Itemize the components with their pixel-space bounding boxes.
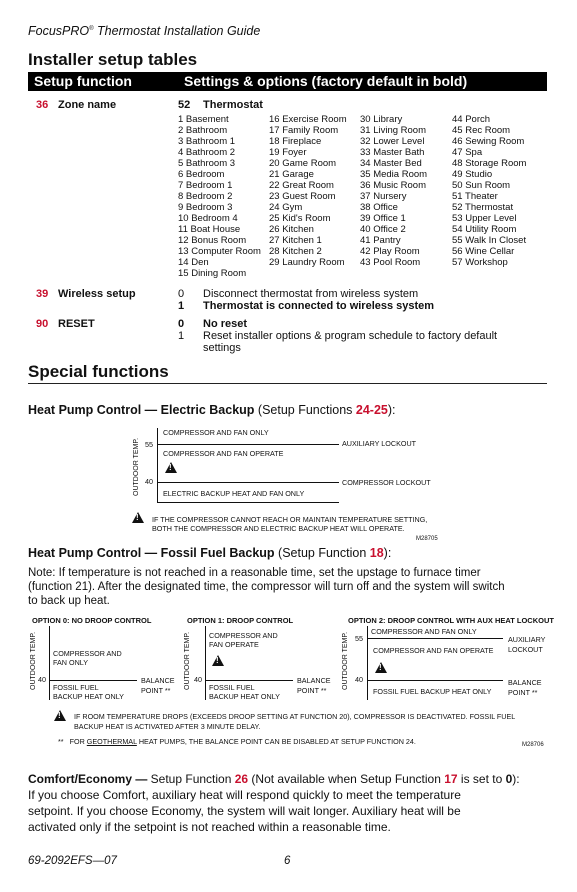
wireless-label: Wireless setup <box>58 288 136 300</box>
fossil-title-text: Heat Pump Control — Fossil Fuel Backup <box>28 546 275 560</box>
electric-t55: 55 <box>145 440 153 449</box>
zone-option: 30 Library <box>360 114 403 125</box>
electric-aux: AUXILIARY LOCKOUT <box>342 439 417 448</box>
comfort-fn2: 17 <box>444 772 458 786</box>
opt1-axis <box>205 626 206 700</box>
opt2-r3: FOSSIL FUEL BACKUP HEAT ONLY <box>373 687 492 696</box>
wireless-num: 39 <box>36 288 49 300</box>
zone-option: 27 Kitchen 1 <box>269 235 322 246</box>
comfort-line1 <box>28 771 520 787</box>
electric-title-text: Heat Pump Control — Electric Backup <box>28 403 255 417</box>
zone-option: 10 Bedroom 4 <box>178 213 238 224</box>
opt0-r2a: FOSSIL FUEL <box>53 683 99 692</box>
opt1-t40: 40 <box>194 675 202 684</box>
comfort-title: Comfort/Economy — <box>28 772 151 786</box>
zone-option: 29 Laundry Room <box>269 257 345 268</box>
zone-option: 23 Guest Room <box>269 191 336 202</box>
zone-option: 36 Music Room <box>360 180 426 191</box>
fossil-note-1: Note: If temperature is not reached in a reasonable time, set the upstage to furnace timer <box>28 567 481 579</box>
electric-line-bottom <box>157 502 339 503</box>
zone-option: 38 Office <box>360 202 398 213</box>
warning-icon <box>132 512 144 523</box>
fossil-warn1: IF ROOM TEMPERATURE DROPS (EXCEEDS DROOP SETTING AT FUNCTION 20), COMPRESSOR IS DEACTIVATED. FOSSIL FUEL <box>74 712 516 721</box>
fossil-note <box>28 566 505 608</box>
opt0-bal-a: BALANCE <box>141 676 175 685</box>
opt2-r1: COMPRESSOR AND FAN ONLY <box>371 627 477 636</box>
comfort-line4: activated only if the setpoint is not reached within a reasonable time. <box>28 820 391 834</box>
zone-option: 26 Kitchen <box>269 224 314 235</box>
zone-option: 35 Media Room <box>360 169 428 180</box>
zone-option: 9 Bedroom 3 <box>178 202 233 213</box>
zone-default-num: 52 <box>178 99 191 111</box>
opt2-line-55 <box>367 638 503 639</box>
registered-mark: ® <box>89 25 94 32</box>
page-header <box>28 24 260 38</box>
opt2-ylabel: OUTDOOR TEMP. <box>342 631 349 690</box>
reset-opt1-line1: Reset installer options & program schedule to factory default <box>203 330 498 342</box>
electric-paren-b: ): <box>387 403 396 417</box>
warning-icon <box>165 462 177 473</box>
electric-axis <box>157 428 158 502</box>
comfort-line3: setpoint. If you choose Economy, the system will wait longer. Auxiliary heat will be <box>28 804 461 818</box>
zone-option: 7 Bedroom 1 <box>178 180 233 191</box>
opt0-line-40 <box>49 680 137 681</box>
opt1-bal-a: BALANCE <box>297 676 331 685</box>
footnote-geothermal: GEOTHERMAL <box>86 737 137 746</box>
opt2-t55: 55 <box>355 634 363 643</box>
fossil-warn2: BACKUP HEAT IS ACTIVATED AFTER 3 MINUTE DELAY. <box>74 722 261 731</box>
zone-option: 48 Storage Room <box>452 158 527 169</box>
zone-option: 45 Rec Room <box>452 125 511 136</box>
comfort-b: (Not available when Setup Function <box>248 772 445 786</box>
fossil-code: M28706 <box>522 742 544 748</box>
opt0-r2b: BACKUP HEAT ONLY <box>53 692 124 701</box>
electric-warn2: BOTH THE COMPRESSOR AND ELECTRIC BACKUP HEAT WILL OPERATE. <box>152 524 405 533</box>
footnote-a: FOR <box>69 737 87 746</box>
footnote-b: HEAT PUMPS, THE BALANCE POINT CAN BE DISABLED AT SETUP FUNCTION 24. <box>136 737 416 746</box>
zone-option: 56 Wine Cellar <box>452 246 515 257</box>
header-brand: FocusPRO <box>28 24 90 38</box>
zone-option: 15 Dining Room <box>178 268 247 279</box>
zone-option: 12 Bonus Room <box>178 235 247 246</box>
electric-r3: ELECTRIC BACKUP HEAT AND FAN ONLY <box>163 489 305 498</box>
zone-option: 8 Bedroom 2 <box>178 191 233 202</box>
fossil-fn: 18 <box>369 546 384 560</box>
zone-option: 2 Bathroom <box>178 125 228 136</box>
zone-option: 52 Thermostat <box>452 202 514 213</box>
comfort-a: Setup Function <box>150 772 235 786</box>
warning-icon <box>212 655 224 666</box>
zone-option: 50 Sun Room <box>452 180 511 191</box>
special-rule <box>28 383 547 384</box>
zone-option: 3 Bathroom 1 <box>178 136 236 147</box>
opt1-ylabel: OUTDOOR TEMP. <box>184 631 191 690</box>
fossil-footnote <box>58 737 416 746</box>
zone-option: 46 Sewing Room <box>452 136 525 147</box>
opt2-aux-b: LOCKOUT <box>508 645 543 654</box>
electric-r1: COMPRESSOR AND FAN ONLY <box>163 428 269 437</box>
table-header-bar <box>28 72 547 91</box>
zone-option: 37 Nursery <box>360 191 407 202</box>
fossil-note-2: (function 21). After the designated time, the compressor will turn off and the system will switch <box>28 581 505 593</box>
zone-option: 40 Office 2 <box>360 224 406 235</box>
opt1-r1a: COMPRESSOR AND <box>209 631 278 640</box>
zone-option: 47 Spa <box>452 147 483 158</box>
zone-default-label: Thermostat <box>203 99 263 111</box>
fossil-paren-a: (Setup Function <box>274 546 370 560</box>
opt2-aux-a: AUXILIARY <box>508 635 546 644</box>
opt0-r1b: FAN ONLY <box>53 658 89 667</box>
footnote-stars: ** <box>58 737 64 746</box>
reset-opt0-num: 0 <box>178 318 185 330</box>
electric-fn: 24-25 <box>355 403 388 417</box>
installer-heading: Installer setup tables <box>28 50 198 69</box>
footer-page: 6 <box>284 855 291 867</box>
reset-num: 90 <box>36 318 49 330</box>
opt2-r2: COMPRESSOR AND FAN OPERATE <box>373 646 494 655</box>
comfort-zero: 0 <box>505 772 513 786</box>
zone-option: 24 Gym <box>269 202 303 213</box>
opt2-t40: 40 <box>355 675 363 684</box>
opt1-bal-b: POINT ** <box>297 686 327 695</box>
zone-option: 17 Family Room <box>269 125 339 136</box>
zone-option: 28 Kitchen 2 <box>269 246 322 257</box>
opt2-line-40 <box>367 680 503 681</box>
electric-warn1: IF THE COMPRESSOR CANNOT REACH OR MAINTAIN TEMPERATURE SETTING, <box>152 515 428 524</box>
comfort-fn: 26 <box>234 772 249 786</box>
zone-option: 39 Office 1 <box>360 213 406 224</box>
zone-option: 42 Play Room <box>360 246 420 257</box>
opt0-bal-b: POINT ** <box>141 686 171 695</box>
zone-option: 19 Foyer <box>269 147 307 158</box>
comfort-section <box>28 771 520 835</box>
warning-icon <box>375 662 387 673</box>
zone-option: 1 Basement <box>178 114 229 125</box>
warning-icon <box>54 710 66 721</box>
electric-line-55 <box>157 444 339 445</box>
zone-option: 14 Den <box>178 257 209 268</box>
electric-paren-a: (Setup Functions <box>254 403 356 417</box>
opt2-bal-b: POINT ** <box>508 688 538 697</box>
zone-option: 34 Master Bed <box>360 158 422 169</box>
zone-option: 13 Computer Room <box>178 246 261 257</box>
zone-option: 54 Utility Room <box>452 224 517 235</box>
electric-comp: COMPRESSOR LOCKOUT <box>342 478 431 487</box>
zone-option: 43 Pool Room <box>360 257 421 268</box>
electric-ylabel: OUTDOOR TEMP. <box>133 437 140 496</box>
electric-line-40 <box>157 482 339 483</box>
zone-option: 41 Pantry <box>360 235 401 246</box>
zone-option: 20 Game Room <box>269 158 337 169</box>
col-setup-function: Setup function <box>34 73 132 89</box>
opt1-r2a: FOSSIL FUEL <box>209 683 255 692</box>
opt1-r1b: FAN OPERATE <box>209 640 259 649</box>
wireless-opt1: Thermostat is connected to wireless system <box>203 300 435 312</box>
opt0-title: OPTION 0: NO DROOP CONTROL <box>32 616 152 625</box>
zone-option: 55 Walk In Closet <box>452 235 527 246</box>
zone-option: 16 Exercise Room <box>269 114 347 125</box>
zone-option: 53 Upper Level <box>452 213 517 224</box>
zone-option: 11 Boat House <box>178 224 241 235</box>
zone-label: Zone name <box>58 99 117 111</box>
comfort-c: is set to <box>457 772 506 786</box>
wireless-opt0: Disconnect thermostat from wireless system <box>203 288 419 300</box>
electric-title <box>28 403 396 417</box>
opt2-title: OPTION 2: DROOP CONTROL WITH AUX HEAT LOCKOUT <box>348 616 554 625</box>
wireless-opt1-num: 1 <box>178 300 185 312</box>
zone-option: 44 Porch <box>452 114 491 125</box>
fossil-title <box>28 546 391 560</box>
reset-opt1-line2: settings <box>203 342 241 354</box>
special-heading: Special functions <box>28 362 169 381</box>
zone-option: 33 Master Bath <box>360 147 425 158</box>
opt0-axis <box>49 626 50 700</box>
reset-opt0: No reset <box>203 318 248 330</box>
reset-label: RESET <box>58 318 95 330</box>
zone-option: 22 Great Room <box>269 180 334 191</box>
zone-option: 49 Studio <box>452 169 493 180</box>
zone-option: 32 Lower Level <box>360 136 425 147</box>
opt1-r2b: BACKUP HEAT ONLY <box>209 692 280 701</box>
zone-option: 25 Kid's Room <box>269 213 331 224</box>
zone-option: 21 Garage <box>269 169 314 180</box>
opt1-title: OPTION 1: DROOP CONTROL <box>187 616 294 625</box>
zone-num: 36 <box>36 99 49 111</box>
opt0-t40: 40 <box>38 675 46 684</box>
zone-option: 31 Living Room <box>360 125 427 136</box>
wireless-opt0-num: 0 <box>178 288 185 300</box>
opt0-r1a: COMPRESSOR AND <box>53 649 122 658</box>
fossil-paren-b: ): <box>383 546 392 560</box>
zone-option: 57 Workshop <box>452 257 508 268</box>
col-settings-options: Settings & options (factory default in bold) <box>184 73 468 89</box>
opt0-ylabel: OUTDOOR TEMP. <box>30 631 37 690</box>
electric-t40: 40 <box>145 477 153 486</box>
zone-option: 51 Theater <box>452 191 498 202</box>
footer-doc: 69-2092EFS—07 <box>28 855 117 867</box>
zone-option: 6 Bedroom <box>178 169 225 180</box>
opt2-bal-a: BALANCE <box>508 678 542 687</box>
electric-r2: COMPRESSOR AND FAN OPERATE <box>163 449 284 458</box>
zone-option: 18 Fireplace <box>269 136 322 147</box>
opt1-line-40 <box>205 680 293 681</box>
comfort-line2: If you choose Comfort, auxiliary heat will respond quickly to meet the temperature <box>28 788 461 802</box>
zone-option: 4 Bathroom 2 <box>178 147 236 158</box>
reset-opt1-num: 1 <box>178 330 185 342</box>
zone-option: 5 Bathroom 3 <box>178 158 236 169</box>
header-title: Thermostat Installation Guide <box>93 24 261 38</box>
fossil-note-3: to back up heat. <box>28 595 110 607</box>
electric-code: M28705 <box>416 536 438 542</box>
comfort-d: ): <box>512 772 520 786</box>
